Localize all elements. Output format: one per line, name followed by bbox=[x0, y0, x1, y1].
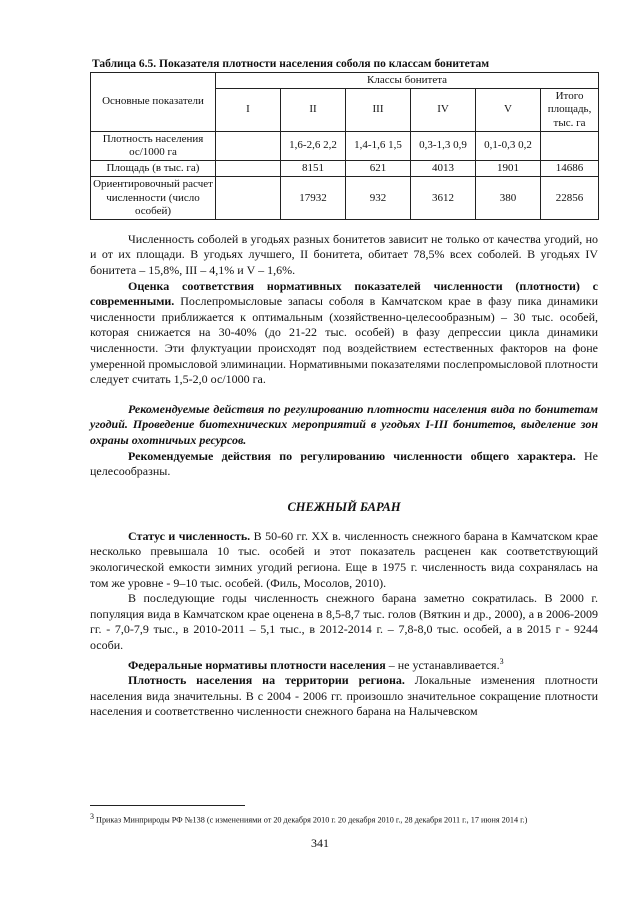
row-label: Ориентировочный расчет численности (число особей) bbox=[91, 177, 216, 220]
paragraph-heading: Рекомендуемые действия по регулированию численности общего характера. bbox=[128, 448, 576, 463]
table-cell: 0,1-0,3 0,2 bbox=[476, 131, 541, 160]
paragraph-body: В 50-60 гг. ХХ в. численность снежного барана в Камчатском крае несколько превышала 10 тыс. особей и этот показатель расценен как соответствующий экологической емкости зимних угодий региона. Еще в 1975 г. численность вида сохранялась на том же уровне - 9–10 тыс. особей. (Филь, Мосолов, 2010). bbox=[90, 528, 598, 590]
paragraph-population-trend: В последующие годы численность снежного барана заметно сократилась. В 2000 г. популяция вида в Камчатском крае оценена в 8,5-8,7 тыс. голов (Вяткин и др., 2000), а в 2006-2009 гг. - 7,0-7,9 тыс., в 2010-2011 – 5,1 тыс., в 2012-2014 г. – 7,8-8,0 тыс. особей, а в 2015 г - 9244 особи. bbox=[90, 591, 598, 652]
table-cell: 8151 bbox=[281, 161, 346, 177]
table-row bbox=[91, 161, 599, 177]
table-cell: 380 bbox=[476, 177, 541, 220]
paragraph-recommended-actions-general bbox=[90, 449, 598, 480]
paragraph-heading: Федеральные нормативы плотности населения bbox=[128, 657, 386, 672]
paragraph-body: – не устанавливается. bbox=[385, 657, 500, 672]
paragraph-norms-assessment bbox=[90, 279, 598, 388]
table-cell: 14686 bbox=[541, 161, 599, 177]
page-number: 341 bbox=[311, 836, 329, 850]
table-cell: 22856 bbox=[541, 177, 599, 220]
paragraph-recommended-actions-density: Рекомендуемые действия по регулированию плотности населения вида по бонитетам угодий. Проведение биотехнических мероприятий в угодьях I-III бонитетов, выделение зон охраны охотничьих ресурсов. bbox=[90, 401, 598, 447]
paragraph-regional-density bbox=[90, 673, 598, 720]
footnote-ref[interactable]: 3 bbox=[499, 656, 504, 666]
section-title: СНЕЖНЫЙ БАРАН bbox=[287, 499, 401, 514]
header-main: Основные показатели bbox=[91, 73, 216, 132]
header-class: III bbox=[346, 89, 411, 132]
table-cell bbox=[541, 131, 599, 160]
footnote bbox=[90, 812, 598, 826]
paragraph-heading: Оценка соответствия нормативных показателей численности (плотности) с современными. bbox=[90, 278, 598, 309]
table-cell: 932 bbox=[346, 177, 411, 220]
table-cell: 4013 bbox=[411, 161, 476, 177]
table-cell bbox=[216, 131, 281, 160]
header-class: II bbox=[281, 89, 346, 132]
header-class: V bbox=[476, 89, 541, 132]
paragraph-sable-distribution: Численность соболей в угодьях разных бонитетов зависит не только от качества угодий, но и от их площади. В угодьях лучшего, II бонитета, обитает 78,5% всех соболей. В угодьях IV бонитета – 15,8%, III – 4,1% и V – 1,6%. bbox=[90, 231, 598, 278]
paragraph-federal-norms bbox=[90, 654, 598, 674]
table-row bbox=[91, 177, 599, 220]
footnote-text: Приказ Минприроды РФ №138 (с изменениями от 20 декабря 2010 г. 20 декабря 2010 г., 28 декабря 2011 г., 17 июня 2014 г.) bbox=[94, 815, 528, 825]
table-cell: 1,6-2,6 2,2 bbox=[281, 131, 346, 160]
table-cell bbox=[216, 161, 281, 177]
row-label: Площадь (в тыс. га) bbox=[91, 161, 216, 177]
table-row bbox=[91, 131, 599, 160]
header-total: Итого площадь, тыс. га bbox=[541, 89, 599, 132]
table-cell: 0,3-1,3 0,9 bbox=[411, 131, 476, 160]
paragraph-body: Не целесообразны. bbox=[90, 448, 599, 479]
paragraph-status bbox=[90, 529, 598, 591]
footnote-divider bbox=[90, 805, 245, 806]
table-cell: 621 bbox=[346, 161, 411, 177]
paragraph-heading: Статус и численность. bbox=[128, 528, 251, 543]
table-cell: 3612 bbox=[411, 177, 476, 220]
page-content bbox=[90, 58, 598, 720]
paragraph-body: Послепромысловые запасы соболя в Камчатском крае в фазу пика динамики численности приближается к оптимальным (хозяйственно-целесообразным) – 30 тыс. особей, которая снижается на 30-40% (до 21-22 тыс. особей) в фазу депрессии цикла динамики численности. Эти флуктуации происходят под воздействием естественных факторов на фоне умеренной промысловой элиминации. Нормативными показателями послепромысловой плотности следует считать 1,5-2,0 ос/1000 га. bbox=[90, 294, 598, 387]
row-label: Плотность населения ос/1000 га bbox=[91, 131, 216, 160]
header-class: I bbox=[216, 89, 281, 132]
table-cell bbox=[216, 177, 281, 220]
paragraph-heading: Плотность населения на территории региона. bbox=[128, 673, 405, 688]
table-header-row bbox=[91, 73, 599, 89]
table-cell: 1901 bbox=[476, 161, 541, 177]
table-cell: 17932 bbox=[281, 177, 346, 220]
paragraph-body: Локальные изменения плотности населения вида значительны. В с 2004 - 2006 гг. произошло значительное сокращение плотности населения и соответственно численности снежного барана на Налычевском bbox=[90, 673, 598, 719]
table-caption: Таблица 6.5. Показателя плотности населения соболя по классам бонитетам bbox=[92, 58, 490, 70]
footnote-number: 3 bbox=[90, 812, 94, 821]
header-group: Классы бонитета bbox=[216, 73, 599, 89]
header-class: IV bbox=[411, 89, 476, 132]
table-cell: 1,4-1,6 1,5 bbox=[346, 131, 411, 160]
density-table bbox=[90, 72, 599, 220]
